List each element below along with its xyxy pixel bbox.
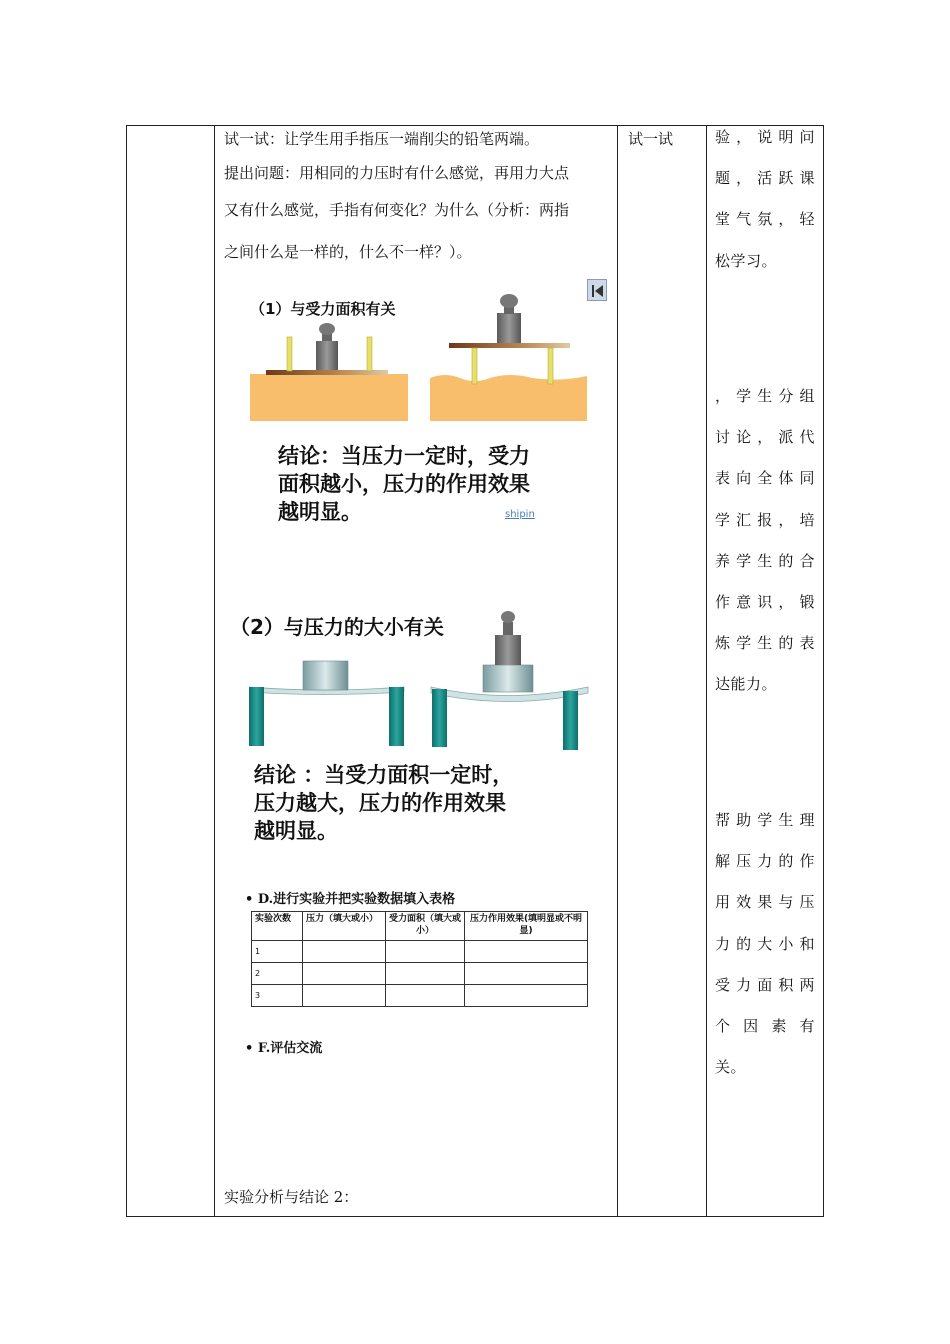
board-right (449, 343, 570, 348)
purpose-line: 题，活跃课 (715, 169, 815, 188)
leg (367, 337, 372, 371)
table-row (252, 941, 588, 963)
table-divider-3 (706, 125, 707, 1217)
conclusion-line: 越明显。 (254, 819, 338, 843)
purpose-line: 帮助学生理 (715, 811, 815, 829)
table-cell[interactable] (303, 941, 386, 963)
purpose-line: 达能力。 (715, 675, 778, 694)
table-cell[interactable] (465, 941, 588, 963)
support (563, 691, 578, 750)
sponge-right (430, 375, 587, 421)
content-column (224, 125, 612, 273)
block-left (303, 661, 348, 690)
table-cell[interactable] (465, 985, 588, 1007)
conclusion-1 (278, 442, 530, 526)
purpose-line: 松学习。 (715, 251, 778, 270)
table-row (252, 985, 588, 1007)
table-divider-2 (617, 125, 618, 1217)
table-cell: 3 (252, 985, 303, 1007)
purpose-line: 表向全体同 (715, 469, 815, 488)
table-cell[interactable] (303, 985, 386, 1007)
purpose-line: 养学生的合 (715, 551, 815, 570)
weight-neck (503, 622, 513, 635)
content-line-3: 又有什么感觉，手指有何变化？为什么（分析：两指 (224, 201, 570, 219)
purpose-block-2 (715, 376, 815, 706)
activity-label: 试一试 (628, 130, 674, 148)
purpose-line: 堂气氛，轻 (715, 210, 815, 229)
table-cell[interactable] (386, 941, 465, 963)
table-cell[interactable] (303, 963, 386, 985)
sponge-left (250, 374, 408, 421)
purpose-block-3 (715, 800, 815, 1088)
conclusion-line: 越明显。 (278, 500, 362, 524)
purpose-line: 学汇报，培 (715, 510, 815, 529)
content-line-4: 之间什么是一样的，什么不一样？）。 (224, 243, 472, 261)
conclusion-line: 结论 ：当受力面积一定时， (254, 763, 514, 787)
purpose-line: 讨论，派代 (715, 428, 815, 447)
table-cell[interactable] (386, 963, 465, 985)
weight-body (316, 341, 338, 370)
purpose-line: 个因素有 (715, 1017, 815, 1036)
table-header-cell: 压力（填大或小） (303, 912, 386, 941)
purpose-block-1 (715, 117, 815, 282)
purpose-line: 用效果与压 (715, 893, 815, 912)
table-header-cell: 实验次数 (252, 912, 303, 941)
leg (287, 337, 292, 371)
slide-heading-force: （2）与压力的大小有关 (230, 615, 444, 639)
conclusion-line: 结论：当压力一定时，受力 (278, 444, 530, 468)
purpose-line: 关。 (715, 1058, 747, 1077)
support (432, 689, 447, 747)
table-header-cell: 受力面积（填大或小） (386, 912, 465, 941)
weight-body (495, 635, 521, 665)
leg (472, 348, 477, 384)
conclusion-2 (254, 761, 513, 845)
slide-heading-area: （1）与受力面积有关 (250, 300, 396, 318)
experiment-table (251, 911, 588, 1007)
weight-top (319, 323, 335, 335)
leg (548, 348, 553, 384)
force-experiment-illustration (246, 607, 591, 752)
weight-top (500, 294, 518, 308)
purpose-line: 解压力的作 (715, 852, 815, 871)
conclusion-line: 面积越小，压力的作用效果 (278, 472, 530, 496)
support (389, 687, 404, 746)
block-right (483, 665, 533, 692)
bullet-d: • D.进行实验并把实验数据填入表格 (245, 892, 456, 907)
purpose-line: 受力面积两 (715, 975, 815, 994)
purpose-line: 炼学生的表 (715, 634, 815, 653)
weight-body (497, 313, 521, 343)
table-border-right (823, 125, 824, 1217)
table-row (252, 963, 588, 985)
purpose-line: 作意识，锻 (715, 593, 815, 612)
table-header-row (252, 912, 588, 941)
purpose-line: 力的大小和 (715, 934, 815, 953)
table-border-left (126, 125, 127, 1217)
purpose-line: ，学生分组 (715, 387, 815, 405)
analysis-footer: 实验分析与结论 2： (224, 1188, 359, 1206)
table-cell: 1 (252, 941, 303, 963)
bullet-f: • F.评估交流 (245, 1041, 323, 1056)
support (249, 687, 264, 746)
table-divider-1 (214, 125, 215, 1217)
table-header-cell: 压力作用效果(填明显或不明显) (465, 912, 588, 941)
table-cell[interactable] (386, 985, 465, 1007)
video-link[interactable]: shipin (505, 509, 535, 520)
table-cell[interactable] (465, 963, 588, 985)
area-experiment-illustration (250, 292, 610, 427)
purpose-line: 验，说明问 (715, 128, 815, 146)
content-line-2: 提出问题：用相同的力压时有什么感觉，再用力大点 (224, 164, 570, 182)
conclusion-line: 压力越大，压力的作用效果 (254, 791, 506, 815)
table-cell: 2 (252, 963, 303, 985)
content-line-1: 试一试：让学生用手指压一端削尖的铅笔两端。 (224, 130, 540, 148)
weight-top (501, 611, 515, 623)
